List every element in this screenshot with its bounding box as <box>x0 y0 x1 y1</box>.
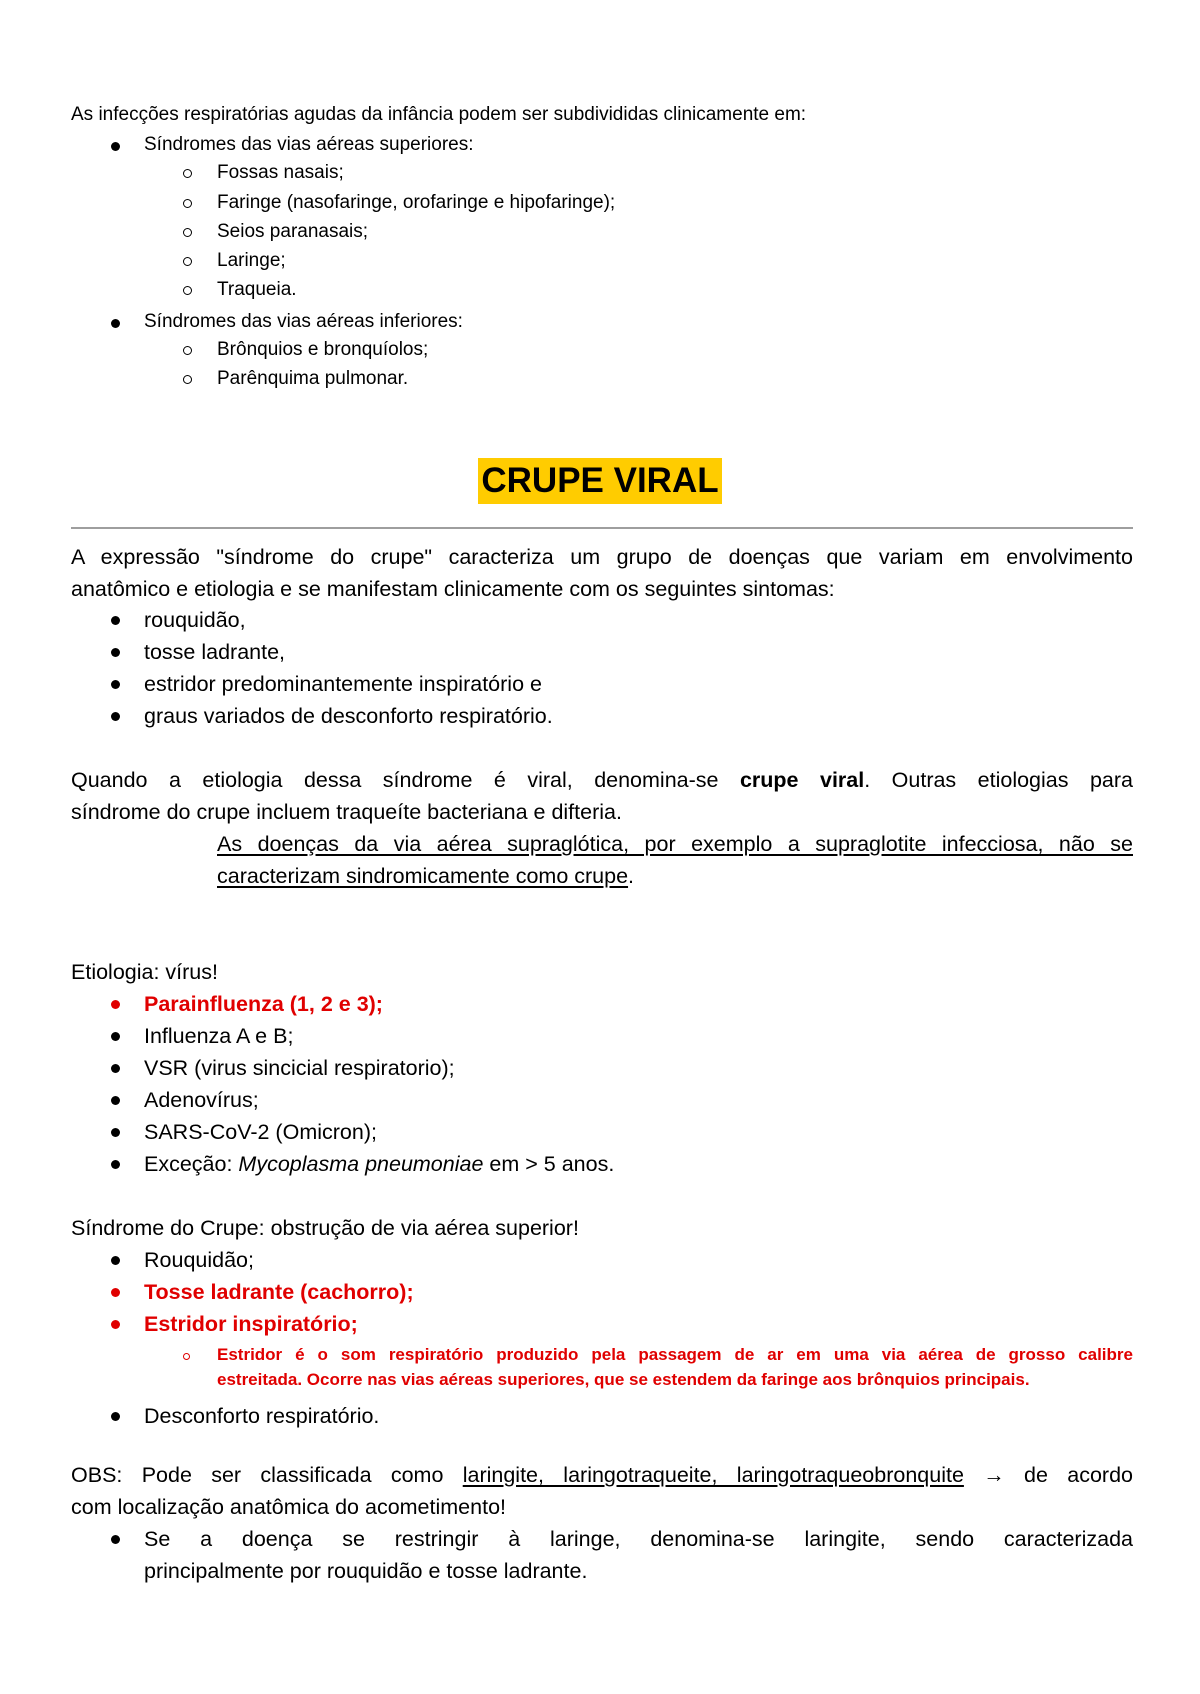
sindrome-item: Desconforto respiratório. <box>144 1404 380 1428</box>
sindrome-item: Rouquidão; <box>144 1248 254 1272</box>
bullet-icon <box>111 1256 120 1265</box>
ring-bullet-icon <box>183 375 192 384</box>
obs-text: → de acordo <box>963 1463 1133 1487</box>
sindrome-heading: Síndrome do Crupe: obstrução de via aérea superior! <box>71 1216 579 1240</box>
etiologia-item: VSR (virus sincicial respiratorio); <box>144 1056 455 1080</box>
obs-bullet-line: Se a doença se restringir à laringe, denomina-se laringite, sendo caracterizada <box>144 1527 1133 1551</box>
bullet-icon <box>111 319 120 328</box>
obs-line: com localização anatômica do acometimento! <box>71 1495 506 1519</box>
obs-classification: laringite, laringotraqueite, laringotraqueobronquite <box>462 1463 964 1487</box>
paragraph-line: A expressão "síndrome do crupe" caracteriza um grupo de doenças que variam em envolvimento <box>71 545 1133 569</box>
etiologia-heading: Etiologia: vírus! <box>71 960 218 984</box>
sindrome-item-highlight: Estridor inspiratório; <box>144 1312 358 1336</box>
etiologia-item: Adenovírus; <box>144 1088 259 1112</box>
list-item: Faringe (nasofaringe, orofaringe e hipofaringe); <box>217 192 616 213</box>
bullet-icon <box>111 1320 120 1329</box>
exception-organism: Mycoplasma pneumoniae <box>238 1152 484 1176</box>
bullet-icon <box>111 1160 120 1169</box>
bullet-icon <box>111 1064 120 1073</box>
list-item: Seios paranasais; <box>217 221 369 242</box>
bold-term: crupe viral <box>739 768 865 792</box>
symptom-item: rouquidão, <box>144 608 246 632</box>
intro-text: As infecções respiratórias agudas da infância podem ser subdivididas clinicamente em: <box>71 104 807 125</box>
divider <box>71 527 1133 529</box>
sub-note-line: estreitada. Ocorre nas vias aéreas superiores, que se estendem da faringe aos brônquios principais. <box>217 1370 1030 1389</box>
ring-bullet-icon <box>183 346 192 355</box>
bullet-icon <box>111 1128 120 1137</box>
group-label-upper: Síndromes das vias aéreas superiores: <box>144 134 474 155</box>
ring-bullet-icon <box>183 257 192 266</box>
list-item: Parênquima pulmonar. <box>217 368 409 389</box>
symptom-item: estridor predominantemente inspiratório e <box>144 672 542 696</box>
paragraph-line <box>71 764 1133 796</box>
note-line: As doenças da via aérea supraglótica, por exemplo a supraglotite infecciosa, não se <box>217 832 1133 856</box>
list-item: Brônquios e bronquíolos; <box>217 339 429 360</box>
sub-note-line: Estridor é o som respiratório produzido pela passagem de ar em uma via aérea de grosso calibre <box>217 1345 1133 1364</box>
exception-label: Exceção: <box>144 1152 239 1176</box>
paragraph-text: . Outras etiologias para <box>864 768 1133 792</box>
note-end: . <box>628 864 635 888</box>
ring-bullet-icon <box>183 199 192 208</box>
note-line <box>217 860 634 892</box>
symptom-item: tosse ladrante, <box>144 640 286 664</box>
ring-bullet-icon <box>183 286 192 295</box>
etiologia-item: SARS-CoV-2 (Omicron); <box>144 1120 377 1144</box>
sindrome-item-highlight: Tosse ladrante (cachorro); <box>144 1280 414 1304</box>
bullet-icon <box>111 142 120 151</box>
group-label-lower: Síndromes das vias aéreas inferiores: <box>144 311 463 332</box>
obs-bullet-line: principalmente por rouquidão e tosse ladrante. <box>144 1559 588 1583</box>
bullet-icon <box>111 1535 120 1544</box>
bullet-icon <box>111 680 120 689</box>
paragraph-line: síndrome do crupe incluem traqueíte bacteriana e difteria. <box>71 800 622 824</box>
etiologia-item: Influenza A e B; <box>144 1024 294 1048</box>
title-container <box>0 458 1200 504</box>
bullet-icon <box>111 1412 120 1421</box>
bullet-icon <box>111 1288 120 1297</box>
list-item: Fossas nasais; <box>217 162 344 183</box>
exception-text: em > 5 anos. <box>483 1152 615 1176</box>
obs-text: OBS: Pode ser classificada como <box>71 1463 463 1487</box>
symptom-item: graus variados de desconforto respiratório. <box>144 704 553 728</box>
bullet-icon <box>111 1000 120 1009</box>
bullet-icon <box>111 1096 120 1105</box>
etiologia-exception <box>144 1148 614 1180</box>
note-text: caracterizam sindromicamente como crupe <box>217 864 629 888</box>
ring-bullet-icon <box>183 228 192 237</box>
list-item: Laringe; <box>217 250 286 271</box>
paragraph-text: Quando a etiologia dessa síndrome é viral, denomina-se <box>71 768 740 792</box>
bullet-icon <box>111 648 120 657</box>
list-item: Traqueia. <box>217 279 297 300</box>
bullet-icon <box>111 712 120 721</box>
etiologia-item-highlight: Parainfluenza (1, 2 e 3); <box>144 992 383 1016</box>
ring-bullet-icon <box>183 169 192 178</box>
page-title: CRUPE VIRAL <box>478 458 721 504</box>
bullet-icon <box>111 1032 120 1041</box>
paragraph-line: anatômico e etiologia e se manifestam clinicamente com os seguintes sintomas: <box>71 577 835 601</box>
bullet-icon <box>111 616 120 625</box>
ring-bullet-icon <box>183 1353 190 1360</box>
obs-line <box>71 1459 1133 1491</box>
